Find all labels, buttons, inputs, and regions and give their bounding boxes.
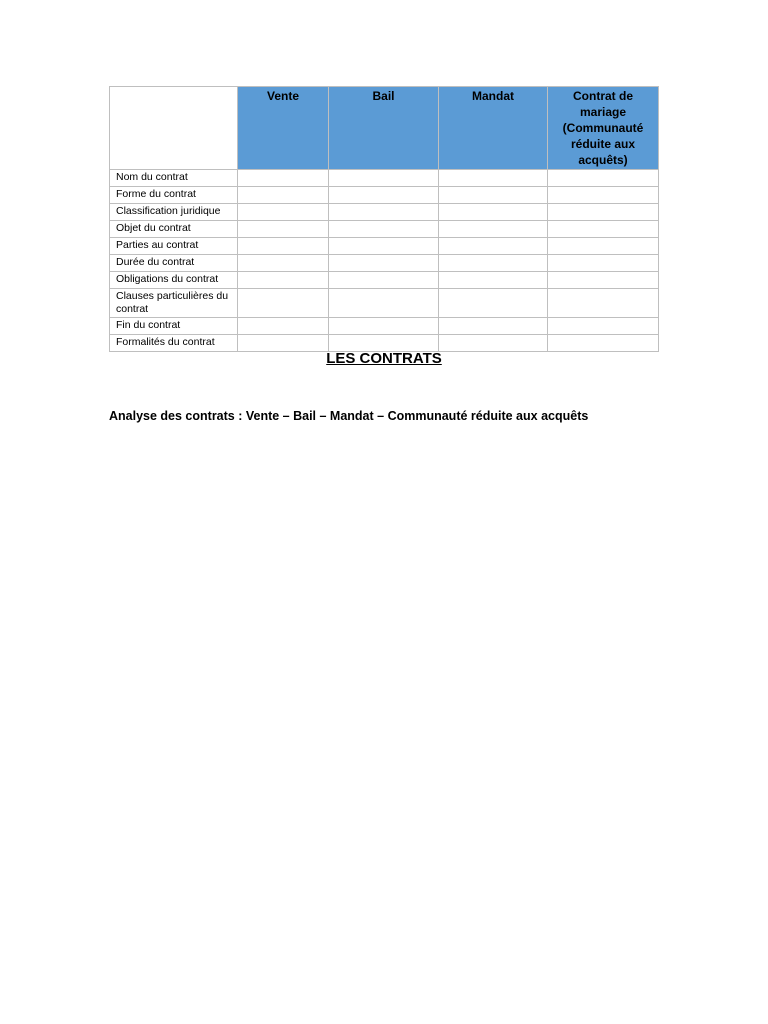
table-row (110, 289, 659, 318)
row-label: Forme du contrat (110, 187, 238, 204)
document-title: LES CONTRATS (326, 350, 442, 367)
table-cell (439, 204, 548, 221)
table-cell (548, 187, 659, 204)
row-label: Classification juridique (110, 204, 238, 221)
table-cell (548, 289, 659, 318)
table-row (110, 187, 659, 204)
table-cell (329, 272, 439, 289)
header-bail: Bail (329, 87, 439, 170)
table-cell (548, 335, 659, 352)
table-cell (548, 255, 659, 272)
table-row (110, 335, 659, 352)
table-cell (548, 272, 659, 289)
table-cell (329, 187, 439, 204)
table-cell (238, 221, 329, 238)
table-cell (238, 289, 329, 318)
header-vente: Vente (238, 87, 329, 170)
row-label: Durée du contrat (110, 255, 238, 272)
table-row (110, 221, 659, 238)
row-label: Objet du contrat (110, 221, 238, 238)
row-label: Fin du contrat (110, 318, 238, 335)
table-cell (238, 187, 329, 204)
table-cell (329, 221, 439, 238)
table-cell (548, 204, 659, 221)
table-row (110, 170, 659, 187)
table-cell (439, 187, 548, 204)
header-mandat: Mandat (439, 87, 548, 170)
table-corner-cell (110, 87, 238, 170)
document-subtitle: Analyse des contrats : Vente – Bail – Mandat – Communauté réduite aux acquêts (109, 409, 589, 423)
header-contrat-mariage: Contrat de mariage (Communauté réduite aux acquêts) (548, 87, 659, 170)
table-cell (238, 170, 329, 187)
row-label: Obligations du contrat (110, 272, 238, 289)
table-cell (238, 335, 329, 352)
row-label: Parties au contrat (110, 238, 238, 255)
table-cell (238, 238, 329, 255)
row-label: Formalités du contrat (110, 335, 238, 352)
table-row (110, 204, 659, 221)
table-cell (329, 204, 439, 221)
table-cell (548, 318, 659, 335)
table-cell (439, 221, 548, 238)
table-cell (238, 272, 329, 289)
table-row (110, 272, 659, 289)
table-cell (238, 255, 329, 272)
table-cell (439, 170, 548, 187)
table-cell (329, 289, 439, 318)
table-row (110, 255, 659, 272)
table-cell (439, 289, 548, 318)
table-row (110, 318, 659, 335)
table-cell (548, 221, 659, 238)
table-cell (439, 272, 548, 289)
table-cell (548, 238, 659, 255)
table-cell (439, 318, 548, 335)
table-cell (329, 170, 439, 187)
table-cell (548, 170, 659, 187)
table-cell (329, 238, 439, 255)
table-body (110, 170, 659, 352)
table-cell (329, 335, 439, 352)
table-cell (439, 238, 548, 255)
row-label: Clauses particulières du contrat (110, 289, 238, 318)
table-row (110, 238, 659, 255)
table-cell (329, 255, 439, 272)
table-header-row (110, 87, 659, 170)
table-cell (238, 318, 329, 335)
table-cell (238, 204, 329, 221)
row-label: Nom du contrat (110, 170, 238, 187)
table-cell (439, 255, 548, 272)
contracts-table (109, 86, 659, 352)
table-cell (329, 318, 439, 335)
table-cell (439, 335, 548, 352)
